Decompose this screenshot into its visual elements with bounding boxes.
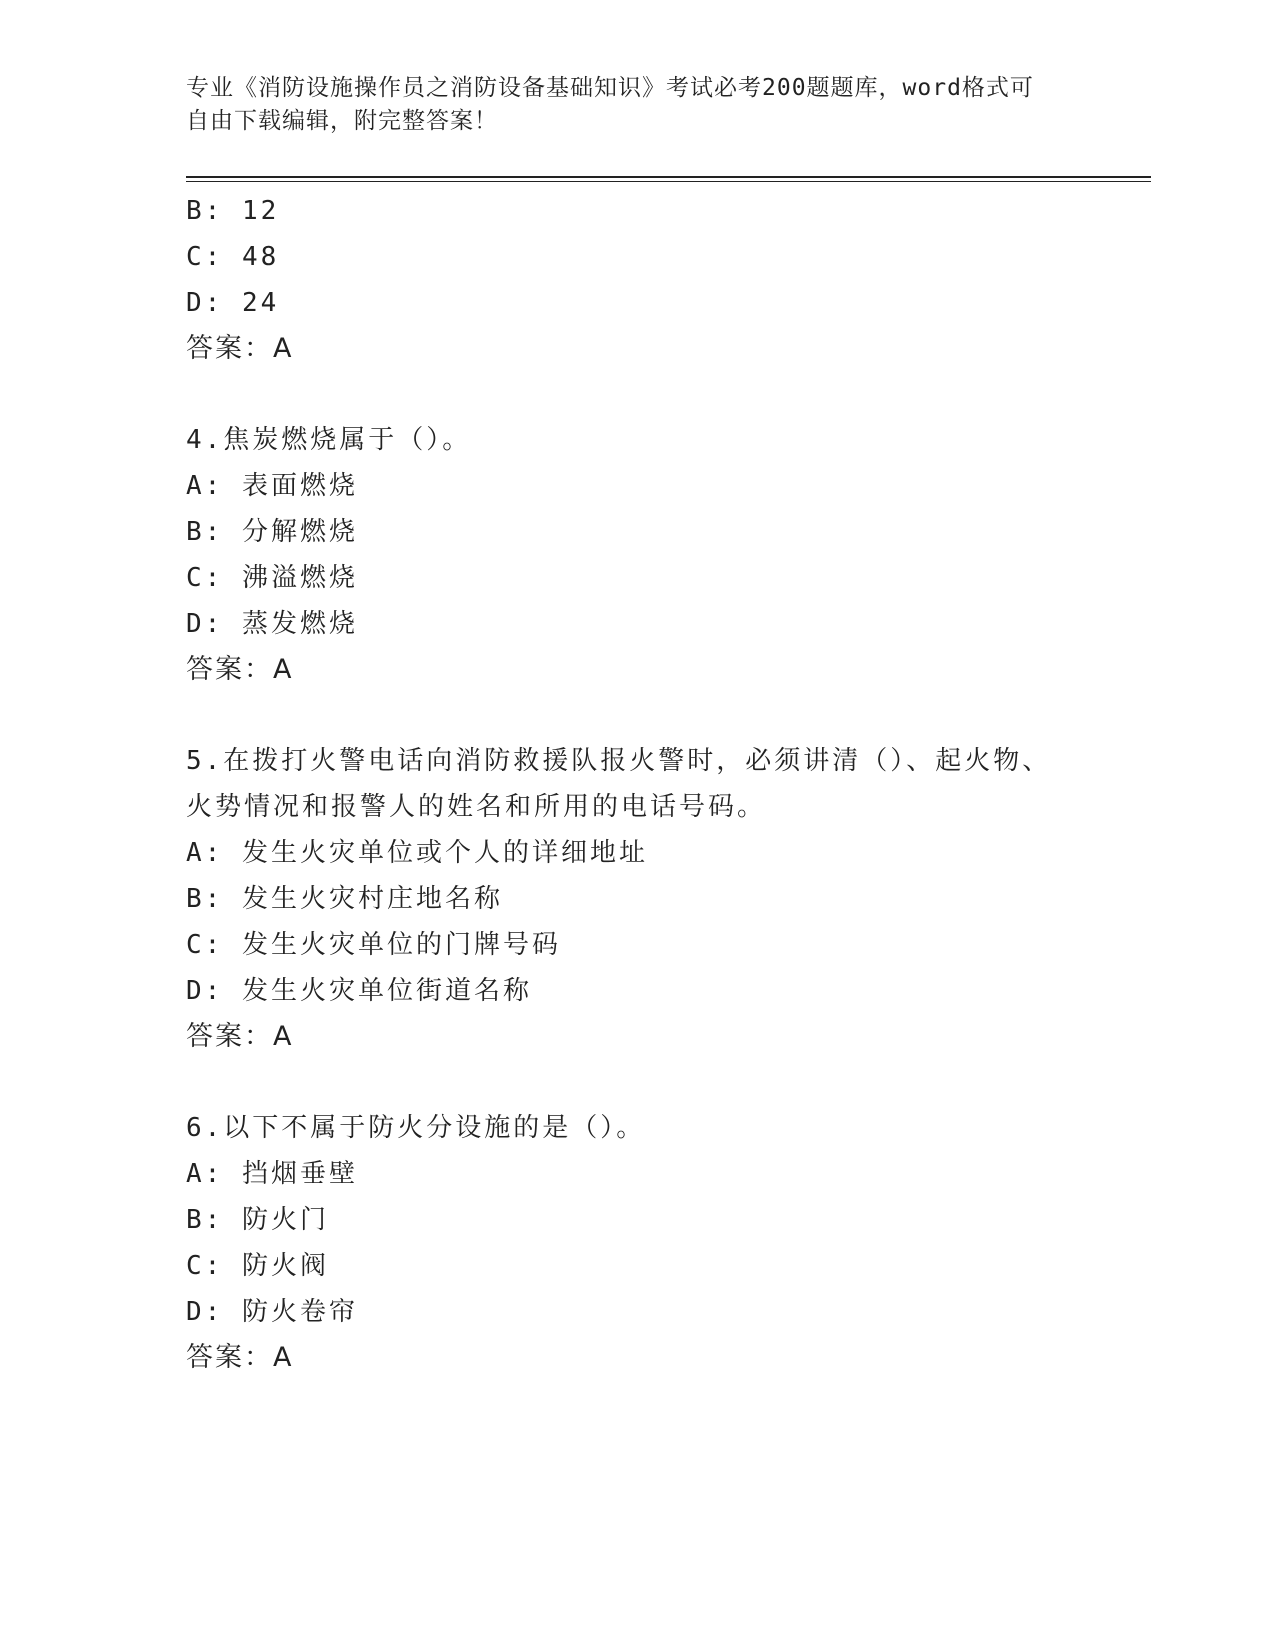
option-c: C: 沸溢燃烧 <box>186 563 358 593</box>
answer-line: 答案：A <box>186 654 294 685</box>
option-text: 发生火灾单位或个人的详细地址 <box>241 838 648 868</box>
option-text: 24 <box>241 288 280 318</box>
option-text: 发生火灾单位的门牌号码 <box>241 930 561 960</box>
option-b: B: 分解燃烧 <box>186 517 358 547</box>
option-text: 防火卷帘 <box>241 1297 358 1327</box>
option-text: 表面燃烧 <box>241 471 358 501</box>
document-header <box>186 72 1066 138</box>
question-spacer <box>186 693 1086 738</box>
option-text: 沸溢燃烧 <box>241 563 358 593</box>
option-text: 挡烟垂壁 <box>241 1159 358 1189</box>
option-c: C: 48 <box>186 242 280 272</box>
option-a: A: 发生火灾单位或个人的详细地址 <box>186 838 648 868</box>
question-list <box>186 188 1086 1381</box>
option-a: A: 挡烟垂壁 <box>186 1159 358 1189</box>
option-text: 分解燃烧 <box>241 517 358 547</box>
option-a: A: 表面燃烧 <box>186 471 358 501</box>
question-stem: 4.焦炭燃烧属于（）。 <box>186 425 472 455</box>
option-c: C: 发生火灾单位的门牌号码 <box>186 930 561 960</box>
option-c: C: 防火阀 <box>186 1251 329 1281</box>
option-b: B: 发生火灾村庄地名称 <box>186 884 503 914</box>
header-divider-thick <box>186 176 1151 178</box>
question-stem: 6.以下不属于防火分设施的是（）。 <box>186 1113 646 1143</box>
option-text: 防火阀 <box>241 1251 329 1281</box>
option-b: B: 12 <box>186 196 280 226</box>
answer-line: 答案：A <box>186 333 294 364</box>
question-stem: 5.在拨打火警电话向消防救援队报火警时，必须讲清（）、起火物、 <box>186 746 1052 776</box>
option-d: D: 蒸发燃烧 <box>186 609 358 639</box>
option-d: D: 发生火灾单位街道名称 <box>186 976 532 1006</box>
header-line-1: 专业《消防设施操作员之消防设备基础知识》考试必考200题题库，word格式可 <box>186 75 1034 101</box>
partial-question <box>186 188 1086 372</box>
answer-line: 答案：A <box>186 1342 294 1373</box>
option-d: D: 24 <box>186 288 280 318</box>
question-stem-continued: 火势情况和报警人的姓名和所用的电话号码。 <box>186 792 767 822</box>
option-text: 48 <box>241 242 280 272</box>
option-text: 发生火灾村庄地名称 <box>241 884 503 914</box>
option-text: 12 <box>241 196 280 226</box>
question-spacer <box>186 372 1086 417</box>
option-b: B: 防火门 <box>186 1205 329 1235</box>
header-line-2: 自由下载编辑，附完整答案！ <box>186 108 498 134</box>
question-4 <box>186 417 1086 693</box>
option-text: 蒸发燃烧 <box>241 609 358 639</box>
option-text: 发生火灾单位街道名称 <box>241 976 532 1006</box>
header-divider-thin <box>186 181 1151 182</box>
option-text: 防火门 <box>241 1205 329 1235</box>
answer-line: 答案：A <box>186 1021 294 1052</box>
question-6 <box>186 1105 1086 1381</box>
question-spacer <box>186 1060 1086 1105</box>
option-d: D: 防火卷帘 <box>186 1297 358 1327</box>
question-5 <box>186 738 1086 1060</box>
